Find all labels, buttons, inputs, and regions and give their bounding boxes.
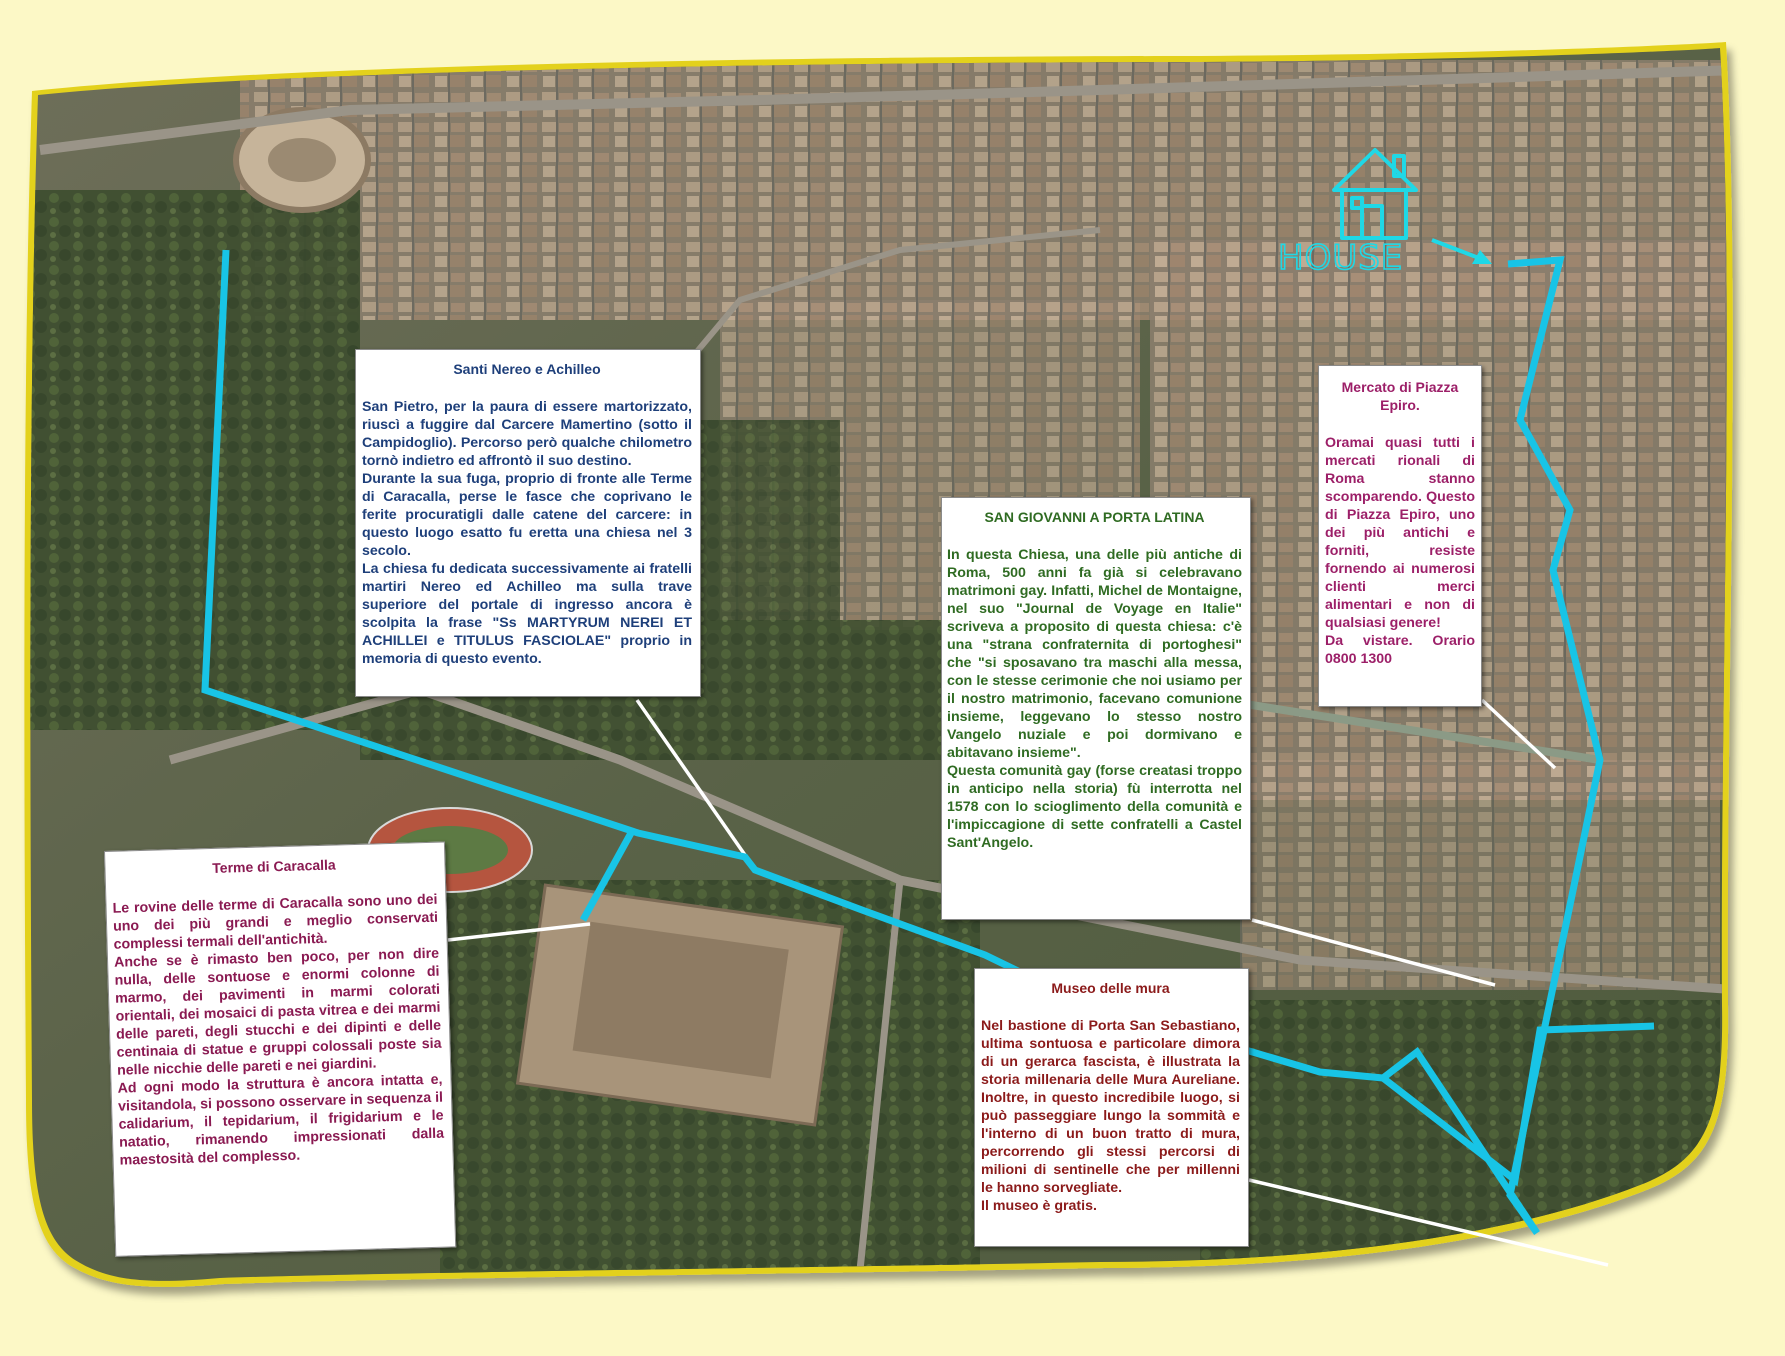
callout-terme-di-caracalla <box>104 841 456 1256</box>
callout-title: Museo delle mura <box>1051 980 1170 996</box>
callout-title: Mercato di Piazza Epiro. <box>1341 379 1459 413</box>
callout-santi-nereo-achilleo <box>355 349 701 697</box>
house-label: HOUSE <box>1278 238 1404 278</box>
callout-body: In questa Chiesa, una delle più antiche di Roma, 500 anni fa già si celebravano matrimoni gay. Infatti, Michel de Montaigne, nel suo "Journal de Voyage en Italie" scriveva a proposito di questa chiesa: c'è una "strana confraternita di portoghesi" che "si sposavano tra maschi alla messa, con le stesse cerimonie che noi usiamo per il nostro matrimonio, facevano comunione insieme, leggevano lo stesso nostro Vangelo nuziale e poi dormivano e abitavano insieme". Questa comunità gay (forse creatasi troppo in anticipo nella storia) fù interrotta nel 1578 con lo scioglimento della comunità e l'impiccagione di sette confratelli a Castel Sant'Angelo. <box>947 547 1242 851</box>
callout-title: Terme di Caracalla <box>212 856 336 876</box>
callout-title: Santi Nereo e Achilleo <box>453 361 601 377</box>
park-west <box>0 190 360 730</box>
city-area-southeast <box>1240 760 1720 990</box>
callout-body: Oramai quasi tutti i mercati rionali di Roma stanno scomparendo. Questo di Piazza Epiro, uno dei più antichi e forniti, resiste fornendo ai numerosi clienti merci alimentari e non di qualsiasi genere! Da vistare. Orario 0800 1300 <box>1325 435 1475 667</box>
colosseum-arena <box>268 138 336 182</box>
callout-title: SAN GIOVANNI A PORTA LATINA <box>984 509 1205 525</box>
callout-body: Le rovine delle terme di Caracalla sono uno dei uno dei più grandi e meglio conservati complessi termali dell'antichità. Anche se è rimasto ben poco, per non dire nulla, delle sontuose e enormi colonne di marmo, dei pavimenti in marmi colorati orientali, dei mosaici di pasta vitrea e dei marmi delle pareti, degli stucchi e dei dipinti e delle centinaia di statue e gruppi colossali poste sia nelle nicchie delle pareti e nei giardini. Ad ogni modo la struttura è ancora intatta e, visitandola, si possono osservare in sequenza il calidarium, il tepidarium, il frigidarium e le natatio, rimanendo impressionati dalla maestosità del complesso. <box>112 891 445 1169</box>
caracalla-ruins-inner <box>573 922 789 1079</box>
callout-mercato-piazza-epiro <box>1318 365 1482 707</box>
callout-san-giovanni-porta-latina <box>941 497 1251 920</box>
callout-body: Nel bastione di Porta San Sebastiano, ultima sontuosa e particolare dimora di un gerarca fascista, è illustrata la storia millenaria delle Mura Aureliane. Inoltre, in questo incredibile luogo, si può passeggiare lungo la sommità e l'interno di un buon tratto di mura, percorrendo gli stessi percorsi di milioni di sentinelle che per millenni le hanno sorvegliate. Il museo è gratis. <box>981 1018 1240 1214</box>
callout-museo-delle-mura <box>974 968 1249 1247</box>
callout-body: San Pietro, per la paura di essere martorizzato, riuscì a fuggire dal Carcere Mamertino (sotto il Campidoglio). Percorso però qualche chilometro tornò indietro ed affrontò il suo destino. Durante la sua fuga, proprio di fronte alle Terme di Caracalla, perse le fasce che coprivano le ferite procuratigli dalle catene del carcere: in questo luogo esatto fu eretta una chiesa nel 3 secolo. La chiesa fu dedicata successivamente ai fratelli martiri Nereo ed Achilleo ma sulla trave superiore del portale di ingresso ancora è scolpita la frase "Ss MARTYRUM NEREI ET ACHILLEI e TITULUS FASCIOLAE" proprio in memoria di questo evento. <box>362 399 692 667</box>
